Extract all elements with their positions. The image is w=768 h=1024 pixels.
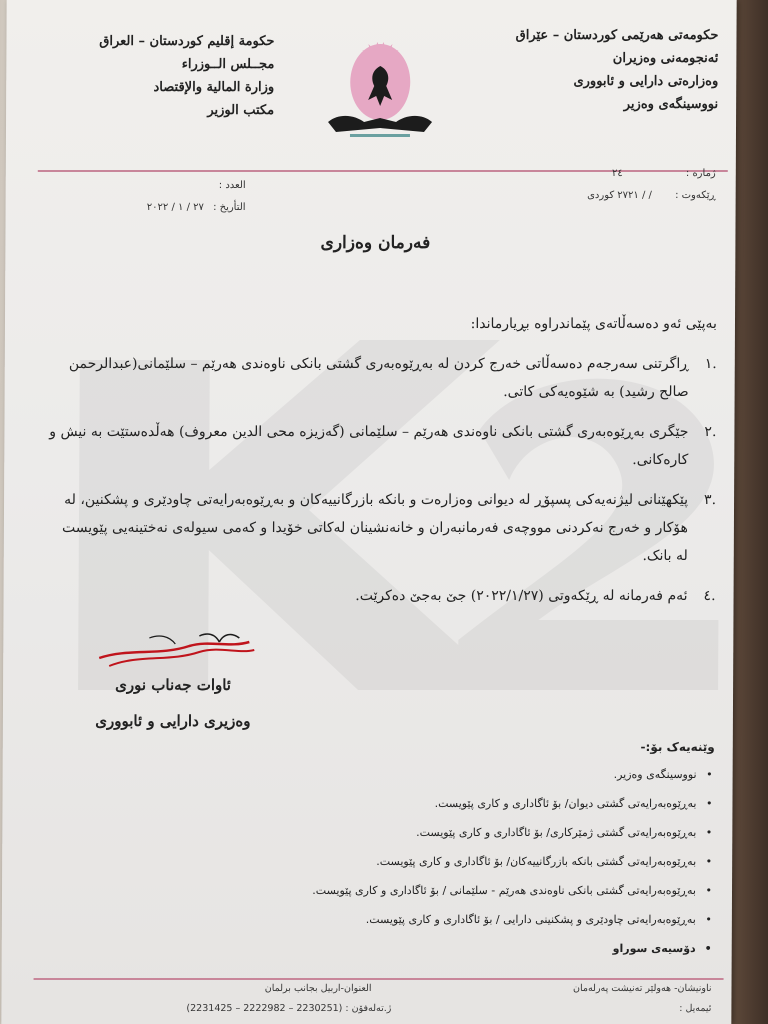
document-title: فەرمان وەزاری — [320, 233, 431, 253]
number-value: ٢٤ — [611, 168, 623, 179]
copies-list — [44, 760, 715, 963]
footer-divider — [34, 978, 724, 980]
header-ar-line4: مكتب الوزير — [207, 103, 275, 118]
header-ku-line4: نووسینگەی وەزیر — [623, 97, 719, 112]
intro-text: بەپێی ئەو دەسەڵاتەی پێماندراوە بڕیارماندا: — [470, 316, 718, 332]
date-label-ar: التأريخ : — [213, 202, 246, 213]
copies-section — [44, 740, 715, 963]
header-ku-line2: ئەنجومەنی وەزیران — [612, 51, 719, 66]
footer-email: ئیمەیل : — [679, 1003, 712, 1014]
list-item: • بەڕێوەبەرایەتی گشتی ژمێرکاری/ بۆ ئاگاداری و کاری پێویست. — [44, 818, 696, 847]
number-field — [566, 168, 716, 179]
header-arabic — [34, 30, 274, 122]
list-item: • بەڕێوەبەرایەتی گشتی بانکی ناوەندی هەرێم - سلێمانی / بۆ ئاگاداری و کاری پێویست. — [44, 876, 696, 905]
date-value-ar: ٢٧ / ١ / ٢٠٢٢ — [146, 202, 204, 213]
date-label-ku: ڕێکەوت : — [675, 190, 716, 201]
item-number: .٣ — [704, 492, 717, 508]
footer-phone: ژ.تەلەفۆن : (2230251 – 2222982 – 2231425) — [186, 1003, 392, 1014]
item-text: پێکهێنانی لیژنەیەکی پسپۆڕ لە دیوانی وەزارەت و بانکە بازرگانییەکان و بەڕێوەبەرایەتی چاودێری و پشکنین، لە هۆکار و خەرج نەکردنی مووچەی فەرمانبەران و خانەنشینان لەکاتی خۆیدا و کەمی سیولەی نەختینەیی پێویست لە بانک. — [61, 492, 689, 564]
footer-address-ku: ناونیشان- هەولێر تەنیشت پەرلەمان — [572, 983, 712, 994]
item-number: .٢ — [704, 424, 717, 440]
document-page — [1, 0, 736, 1024]
list-item: • بەڕێوەبەرایەتی چاودێری و پشکنینی دارایی / بۆ ئاگاداری و کاری پێویست. — [44, 905, 696, 934]
item-number: .٤ — [703, 588, 716, 604]
header-ku-line3: وەزارەتی دارایی و ئابووری — [573, 74, 719, 89]
list-item: • دۆسیەی سوراو — [44, 934, 696, 963]
list-item: • بەڕێوەبەرایەتی گشتی بانکە بازرگانییەکان/ بۆ ئاگاداری و کاری پێویست. — [44, 847, 696, 876]
date-field-kurdish — [506, 190, 716, 201]
number-label-ar: العدد : — [218, 180, 246, 191]
list-item: • بەڕێوەبەرایەتی گشتی دیوان/ بۆ ئاگاداری و کاری پێویست. — [44, 789, 696, 818]
list-item — [47, 350, 717, 406]
date-field-arabic — [86, 202, 246, 213]
item-text: جێگری بەڕێوەبەری گشتی بانکی ناوەندی هەرێم – سلێمانی (گەزیزە محی الدین معروف) هەڵدەستێت بە نیش و کارەکانی. — [49, 424, 689, 468]
number-label: ژمارە : — [685, 168, 716, 179]
list-item — [46, 418, 716, 474]
item-text: ڕاگرتنی سەرجەم دەسەڵاتی خەرج کردن لە بەڕێوەبەری گشتی بانکی ناوەندی هەرێم – سلێمانی(عبدالرحمن صالح رشید) بە شێوەیەکی کاتی. — [68, 356, 689, 400]
handwritten-signature — [89, 628, 259, 672]
list-item: • نووسینگەی وەزیر. — [45, 760, 697, 789]
item-number: .١ — [704, 356, 717, 372]
item-text: ئەم فەرمانە لە ڕێکەوتی (٢٠٢٢/١/٢٧) جێ بەجێ دەکرێت. — [355, 588, 688, 604]
signatory-name: ئاوات جەناب نوری — [115, 676, 232, 694]
footer-address-ar: العنوان-اربیل بجانب برلمان — [264, 983, 372, 994]
header-kurdish — [446, 24, 718, 116]
signatory-role: وەزیری دارایی و ئابووری — [95, 712, 251, 730]
list-item — [46, 486, 716, 570]
document-body — [45, 310, 717, 622]
header-ar-line2: مجــلس الــوزراء — [181, 57, 275, 72]
header-ku-line1: حكومەتی هەرێمی کوردستان – عێراق — [515, 28, 719, 43]
date-value-ku: / / ٢٧٢١ کوردی — [587, 190, 652, 201]
kurdistan-emblem-logo — [320, 36, 441, 140]
header-ar-line1: حكومة إقليم كوردستان – العراق — [99, 34, 275, 49]
header-ar-line3: وزارة المالية والإقتصاد — [153, 80, 275, 95]
copies-heading: وێنەیەک بۆ:- — [640, 740, 715, 754]
number-field-arabic — [86, 180, 246, 191]
list-item — [45, 582, 715, 610]
